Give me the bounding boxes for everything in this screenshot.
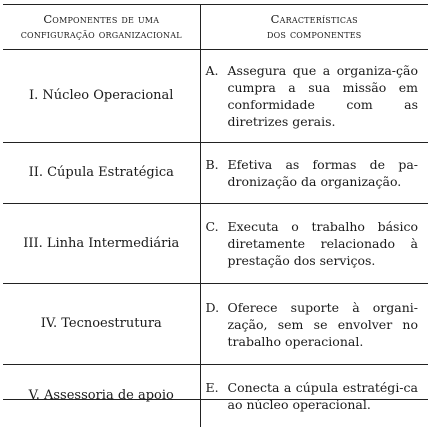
description-text: Efetiva as formas de pa-dronização da organização.	[228, 156, 419, 190]
header-row	[3, 5, 428, 50]
description-text: Executa o trabalho básico diretamente relacionado à prestação dos serviços.	[228, 218, 419, 269]
component-cell: II. Cúpula Estratégica	[3, 143, 200, 204]
header-components-line-1: Componentes de uma	[3, 12, 200, 27]
header-characteristics-line-1: Características	[201, 12, 429, 27]
description-cell	[200, 284, 428, 365]
description-cell	[200, 143, 428, 204]
description-cell	[200, 204, 428, 284]
table-row	[3, 284, 428, 365]
header-components	[3, 5, 200, 50]
header-characteristics-line-2: dos componentes	[201, 27, 429, 42]
header-components-line-2: configuração organizacional	[3, 27, 200, 42]
component-cell: IV. Tecnoestrutura	[3, 284, 200, 365]
table-row	[3, 50, 428, 143]
description-letter: E.	[206, 379, 228, 396]
description-cell	[200, 365, 428, 427]
table-row	[3, 204, 428, 284]
description-text: Conecta a cúpula estratégi-ca ao núcleo operacional.	[228, 379, 419, 413]
table-row	[3, 143, 428, 204]
description-letter: A.	[206, 62, 228, 79]
description-letter: D.	[206, 299, 228, 316]
components-grid	[3, 5, 428, 427]
components-table	[3, 4, 428, 400]
component-cell: V. Assessoria de apoio	[3, 365, 200, 427]
component-cell: III. Linha Intermediária	[3, 204, 200, 284]
description-letter: C.	[206, 218, 228, 235]
component-cell: I. Núcleo Operacional	[3, 50, 200, 143]
header-characteristics	[200, 5, 428, 50]
description-text: Oferece suporte à organi-zação, sem se envolver no trabalho operacional.	[228, 299, 419, 350]
table-row	[3, 365, 428, 427]
description-text: Assegura que a organiza-ção cumpra a sua missão em conformidade com as diretrizes gerais.	[228, 62, 419, 130]
description-letter: B.	[206, 156, 228, 173]
description-cell	[200, 50, 428, 143]
